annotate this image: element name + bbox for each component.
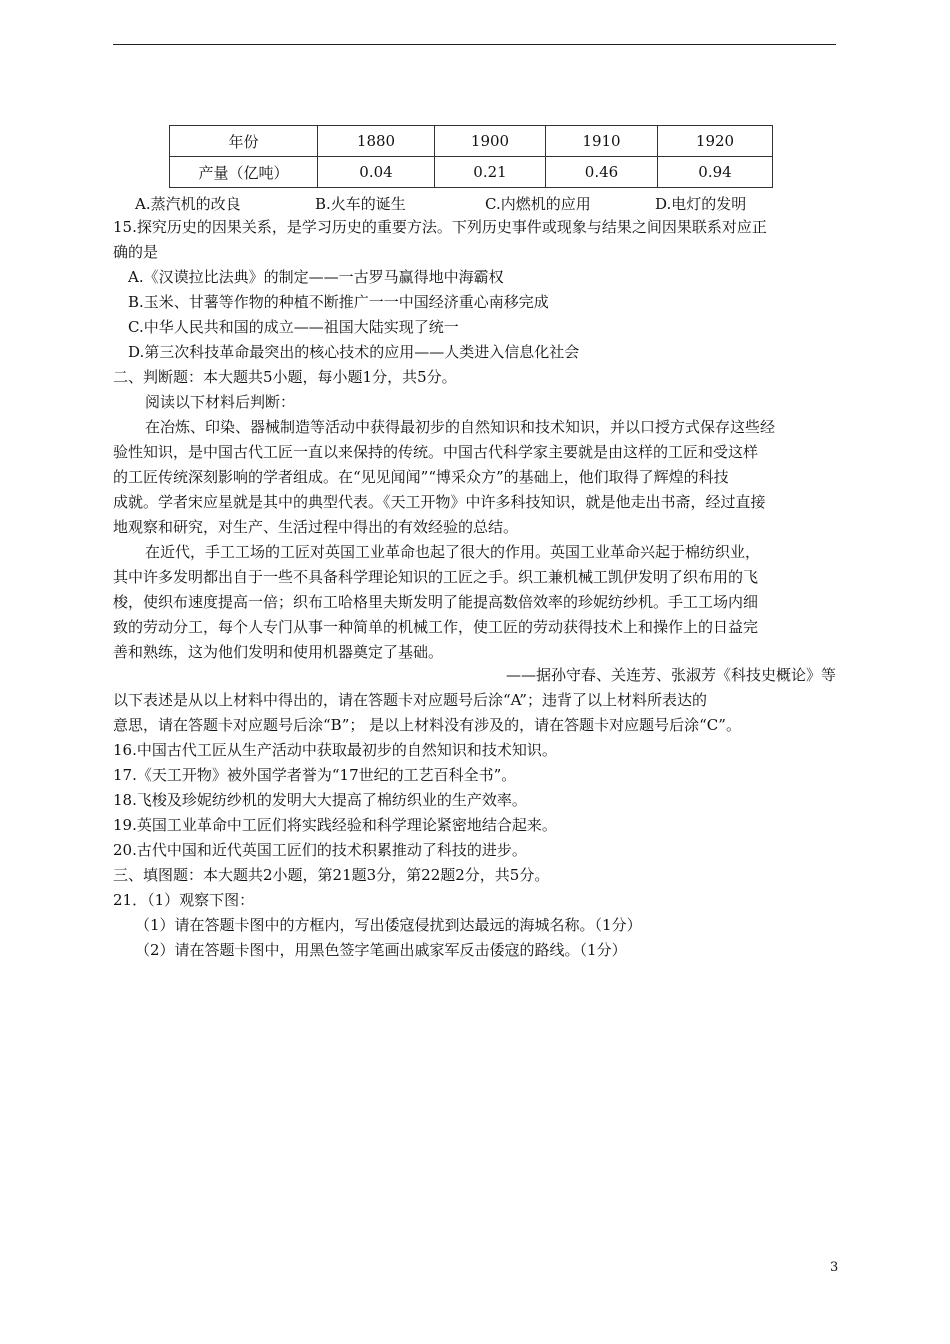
q21-heading: 21．（1）观察下图： (113, 891, 255, 909)
table-cell: 0.04 (318, 157, 435, 188)
q15-option-c: C.中华人民共和国的成立——祖国大陆实现了统一 (128, 318, 459, 336)
q15-stem-cont: 确的是 (113, 243, 159, 261)
para1-line: 成就。学者宋应星就是其中的典型代表。《天工开物》中许多科技知识，就是他走出书斋，经过直接 (113, 493, 766, 511)
table-cell: 1920 (658, 126, 773, 157)
section2-intro: 阅读以下材料后判断： (145, 393, 296, 411)
table-row (170, 126, 773, 157)
option-d: D.电灯的发明 (655, 195, 747, 213)
option-b: B.火车的诞生 (315, 195, 406, 213)
production-table (169, 125, 773, 188)
judgment-item: 20.古代中国和近代英国工匠们的技术积累推动了科技的进步。 (113, 841, 527, 859)
instruction-line: 意思，请在答题卡对应题号后涂“B”； 是以上材料没有涉及的，请在答题卡对应题号后涂“C”。 (113, 716, 741, 734)
table-row (170, 157, 773, 188)
para2-line: 致的劳动分工，每个人专门从事一种简单的机械工作，使工匠的劳动获得技术上和操作上的日益完 (113, 618, 759, 636)
judgment-item: 19.英国工业革命中工匠们将实践经验和科学理论紧密地结合起来。 (113, 816, 557, 834)
judgment-item: 18.飞梭及珍妮纺纱机的发明大大提高了棉纺织业的生产效率。 (113, 791, 527, 809)
q15-stem: 15.探究历史的因果关系，是学习历史的重要方法。下列历史事件或现象与结果之间因果联系对应正 (113, 218, 767, 236)
table-cell: 0.21 (435, 157, 546, 188)
table-cell: 年份 (170, 126, 318, 157)
table-cell: 0.94 (658, 157, 773, 188)
table-cell: 0.46 (546, 157, 658, 188)
judgment-item: 17.《天工开物》被外国学者誉为“17世纪的工艺百科全书”。 (113, 766, 517, 784)
q15-option-d: D.第三次科技革命最突出的核心技术的应用——人类进入信息化社会 (128, 343, 580, 361)
table-cell: 1880 (318, 126, 435, 157)
q21-sub1: （1）请在答题卡图中的方框内，写出倭寇侵扰到达最远的海城名称。（1分） (135, 916, 642, 934)
para2-line: 其中许多发明都出自于一些不具备科学理论知识的工匠之手。织工兼机械工凯伊发明了织布用的飞 (113, 568, 759, 586)
source-citation: ——据孙守春、关连芳、张淑芳《科技史概论》等 (505, 666, 836, 684)
para1-line: 的工匠传统深刻影响的学者组成。在“见见闻闻”“博采众方”的基础上，他们取得了辉煌的科技 (113, 468, 729, 486)
header-rule (113, 44, 836, 45)
table-cell: 1900 (435, 126, 546, 157)
para1-line: 验性知识，是中国古代工匠一直以来保持的传统。中国古代科学家主要就是由这样的工匠和受这样 (113, 443, 759, 461)
instruction-line: 以下表述是从以上材料中得出的，请在答题卡对应题号后涂“A”；违背了以上材料所表达的 (113, 691, 707, 709)
para1-line: 在冶炼、印染、器械制造等活动中获得最初步的自然知识和技术知识，并以口授方式保存这些经 (145, 418, 776, 436)
table-cell: 1910 (546, 126, 658, 157)
judgment-item: 16.中国古代工匠从生产活动中获取最初步的自然知识和技术知识。 (113, 741, 557, 759)
q15-option-a: A.《汉谟拉比法典》的制定——一古罗马赢得地中海霸权 (128, 268, 504, 286)
q21-sub2: （2）请在答题卡图中，用黑色签字笔画出戚家军反击倭寇的路线。（1分） (135, 941, 627, 959)
para2-line: 在近代，手工工场的工匠对英国工业革命也起了很大的作用。英国工业革命兴起于棉纺织业， (145, 543, 761, 561)
page-number: 3 (830, 1260, 839, 1275)
para2-line: 梭，使织布速度提高一倍；织布工哈格里夫斯发明了能提高数倍效率的珍妮纺纱机。手工工场内细 (113, 593, 759, 611)
para1-line: 地观察和研究，对生产、生活过程中得出的有效经验的总结。 (113, 518, 519, 536)
table-cell: 产量（亿吨） (170, 157, 318, 188)
section3-title: 三、填图题：本大题共2小题，第21题3分，第22题2分，共5分。 (113, 866, 550, 884)
option-c: C.内燃机的应用 (485, 195, 591, 213)
option-a: A.蒸汽机的改良 (135, 195, 241, 213)
q15-option-b: B.玉米、甘薯等作物的种植不断推广一一中国经济重心南移完成 (128, 293, 549, 311)
para2-line: 善和熟练，这为他们发明和使用机器奠定了基础。 (113, 643, 444, 661)
section2-title: 二、判断题：本大题共5小题，每小题1分，共5分。 (113, 368, 457, 386)
